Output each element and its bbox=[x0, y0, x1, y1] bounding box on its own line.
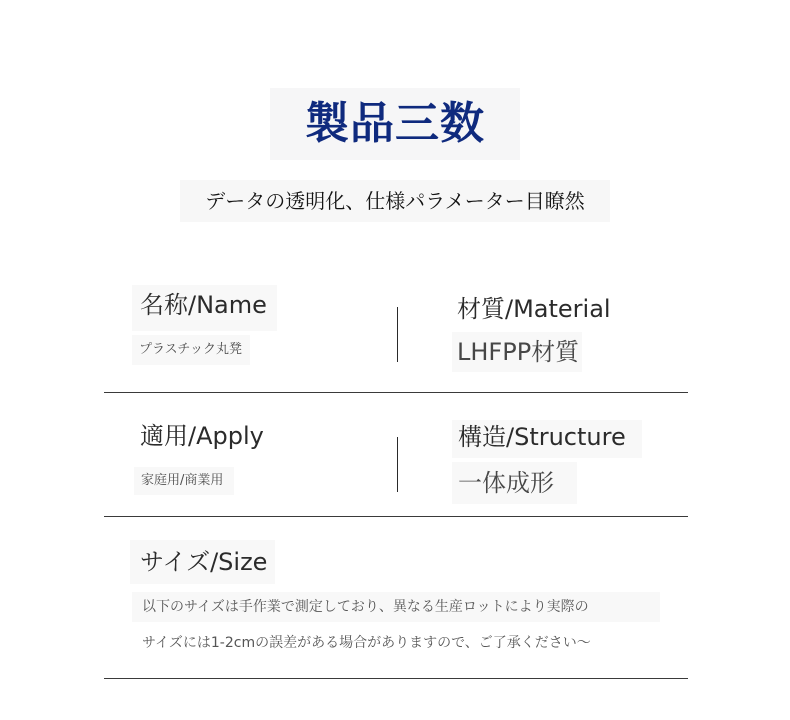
size-label: サイズ/Size bbox=[140, 548, 268, 576]
structure-value: 一体成形 bbox=[458, 469, 554, 497]
name-label: 名称/Name bbox=[140, 291, 267, 319]
structure-label: 構造/Structure bbox=[458, 423, 626, 451]
page-title: 製品三数 bbox=[305, 98, 485, 149]
row2-divider bbox=[397, 437, 398, 492]
size-note-line-2: サイズには1-2cmの誤差がある場合がありますので、ご了承ください～ bbox=[142, 635, 591, 651]
application-label: 適用/Apply bbox=[140, 422, 264, 450]
material-value: LHFPP材質 bbox=[457, 338, 580, 366]
page-title-panel bbox=[270, 88, 520, 160]
row-separator-2 bbox=[104, 516, 688, 517]
row-separator-1 bbox=[104, 392, 688, 393]
material-label: 材質/Material bbox=[457, 295, 611, 323]
row-separator-3 bbox=[104, 678, 688, 679]
size-note-line-1: 以下のサイズは手作業で測定しており、異なる生産ロットにより実際の bbox=[142, 599, 589, 615]
page-subtitle: データの透明化、仕様パラメーター目瞭然 bbox=[205, 189, 585, 213]
name-value: プラスチック丸凳 bbox=[139, 342, 242, 357]
application-value: 家庭用/商業用 bbox=[141, 473, 224, 488]
row1-divider bbox=[397, 307, 398, 362]
page-subtitle-panel bbox=[180, 180, 610, 222]
